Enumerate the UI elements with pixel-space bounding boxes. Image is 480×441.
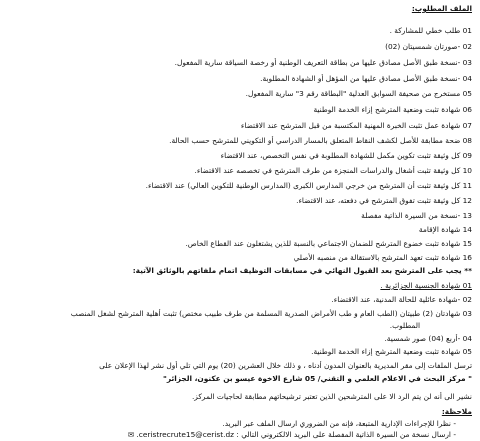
required-file-heading: الملف المطلوب: <box>411 4 472 13</box>
list-item: 16 شهادة تثبت تعهد المترشح بالاستقالة من منصبه الأصلي <box>293 253 472 262</box>
list-item: 01 طلب خطي للمشاركة . <box>389 26 472 35</box>
list-item: 05 مستخرج من صحيفة السوابق العدلية "البطاقة رقم 3" سارية المفعول. <box>245 89 472 98</box>
list-item: 03 شهادتان (2) طبيتان (الطب العام و طب الأمراض الصدرية المسلمة من طرف طبيب مختص) تثبت أهلية المترشح لشغل المنصب <box>70 309 472 318</box>
list-item: 15 شهادة تثبت خضوع المترشح للضمان الاجتماعي بالنسبة للذين يشتغلون عند القطاع الخاص. <box>185 239 472 248</box>
note-item: - نظرا للإجراءات الإدارية المتبعة، فإنه من الضروري ارسال الملف عبر البريد. <box>222 419 456 428</box>
list-item: 02 -شهادة عائلية للحالة المدنية، عند الاقتضاء. <box>331 295 472 304</box>
list-item: 11 كل وثيقة تثبت أن المترشح من خرجي المدارس الكبرى (المدارس الوطنية للتكوين العالي) عند الاقتضاء. <box>145 181 472 190</box>
list-item: 09 كل وثيقة تثبت تكوين مكمل للشهادة المطلوبة في نفس التخصص، عند الاقتضاء <box>220 151 472 160</box>
notes-heading: ملاحظة: <box>441 407 472 416</box>
list-item: 02 -صورتان شمسيتان (02) <box>385 42 472 51</box>
list-item: 01 شهادة الجنسية الجزائرية . <box>380 281 472 290</box>
send-notice: ترسل الملفات إلى مقر المديرية بالعنوان المدون أدناه ، و ذلك خلال العشرين (20) يوم التي تلي أول نشر لهذا الإعلان على <box>99 361 472 370</box>
list-item: 04 -نسخة طبق الأصل مصادق عليها من المؤهل أو الشهادة المطلوبة. <box>260 74 472 83</box>
post-acceptance-notice: ** يجب على المترشح بعد القبول النهائي في مسابقات التوظيف اتمام ملفاتهم بالوثائق الآتية: <box>132 266 472 275</box>
list-item: 12 كل وثيقة تثبت تفوق المترشح في دفعته، عند الاقتضاء. <box>296 196 472 205</box>
list-item: 05 شهادة تثبت وضعية المترشح إزاء الخدمة الوطنية. <box>311 347 472 356</box>
list-item: 08 ضحة مطابقة للأصل لكشف النقاط المتعلق بالمسار الدراسي أو التكويني للمترشح حسب الحالة. <box>169 136 472 145</box>
list-item: 06 شهادة تثبت وضعية المترشح إزاء الخدمة الوطنية <box>313 105 472 114</box>
list-item: 14 شهادة الإقامة <box>418 225 472 234</box>
reply-notice: نشير الى أنه لن يتم الرد الا على المترشحين الذين تعتبر ترشيحاتهم مطابقة لحاجيات المركز. <box>191 392 472 401</box>
list-item: 13 -نسخة من السيرة الذاتية مفصلة <box>361 211 472 220</box>
note-item-email: - ارسال نسخة من السيرة الذاتية المفصلة على البريد الالكتروني التالي : ceristrecrute15@cerist.dz. ✉ <box>127 430 456 439</box>
mailing-address: " مركز البحث في الاعلام العلمي و التقني/ 05 شارع الاخوة عيسو بن عكنون، الجزائر" <box>163 374 472 383</box>
list-item: 07 شهادة عمل تثبت الخبرة المهنية المكتسبة من قبل المترشح عند الاقتضاء <box>240 121 472 130</box>
list-item: 10 كل وثيقة تثبت أشغال والدراسات المنجزة من طرف المترشح في تخصصه عند الاقتضاء. <box>194 166 472 175</box>
list-item: المطلوب. <box>389 321 420 330</box>
list-item: 04 -أربع (04) صور شمسية. <box>384 334 472 343</box>
list-item: 03 -نسخة طبق الأصل مصادق عليها من بطاقة التعريف الوطنية أو رخصة السياقة سارية المفعول. <box>174 58 472 67</box>
